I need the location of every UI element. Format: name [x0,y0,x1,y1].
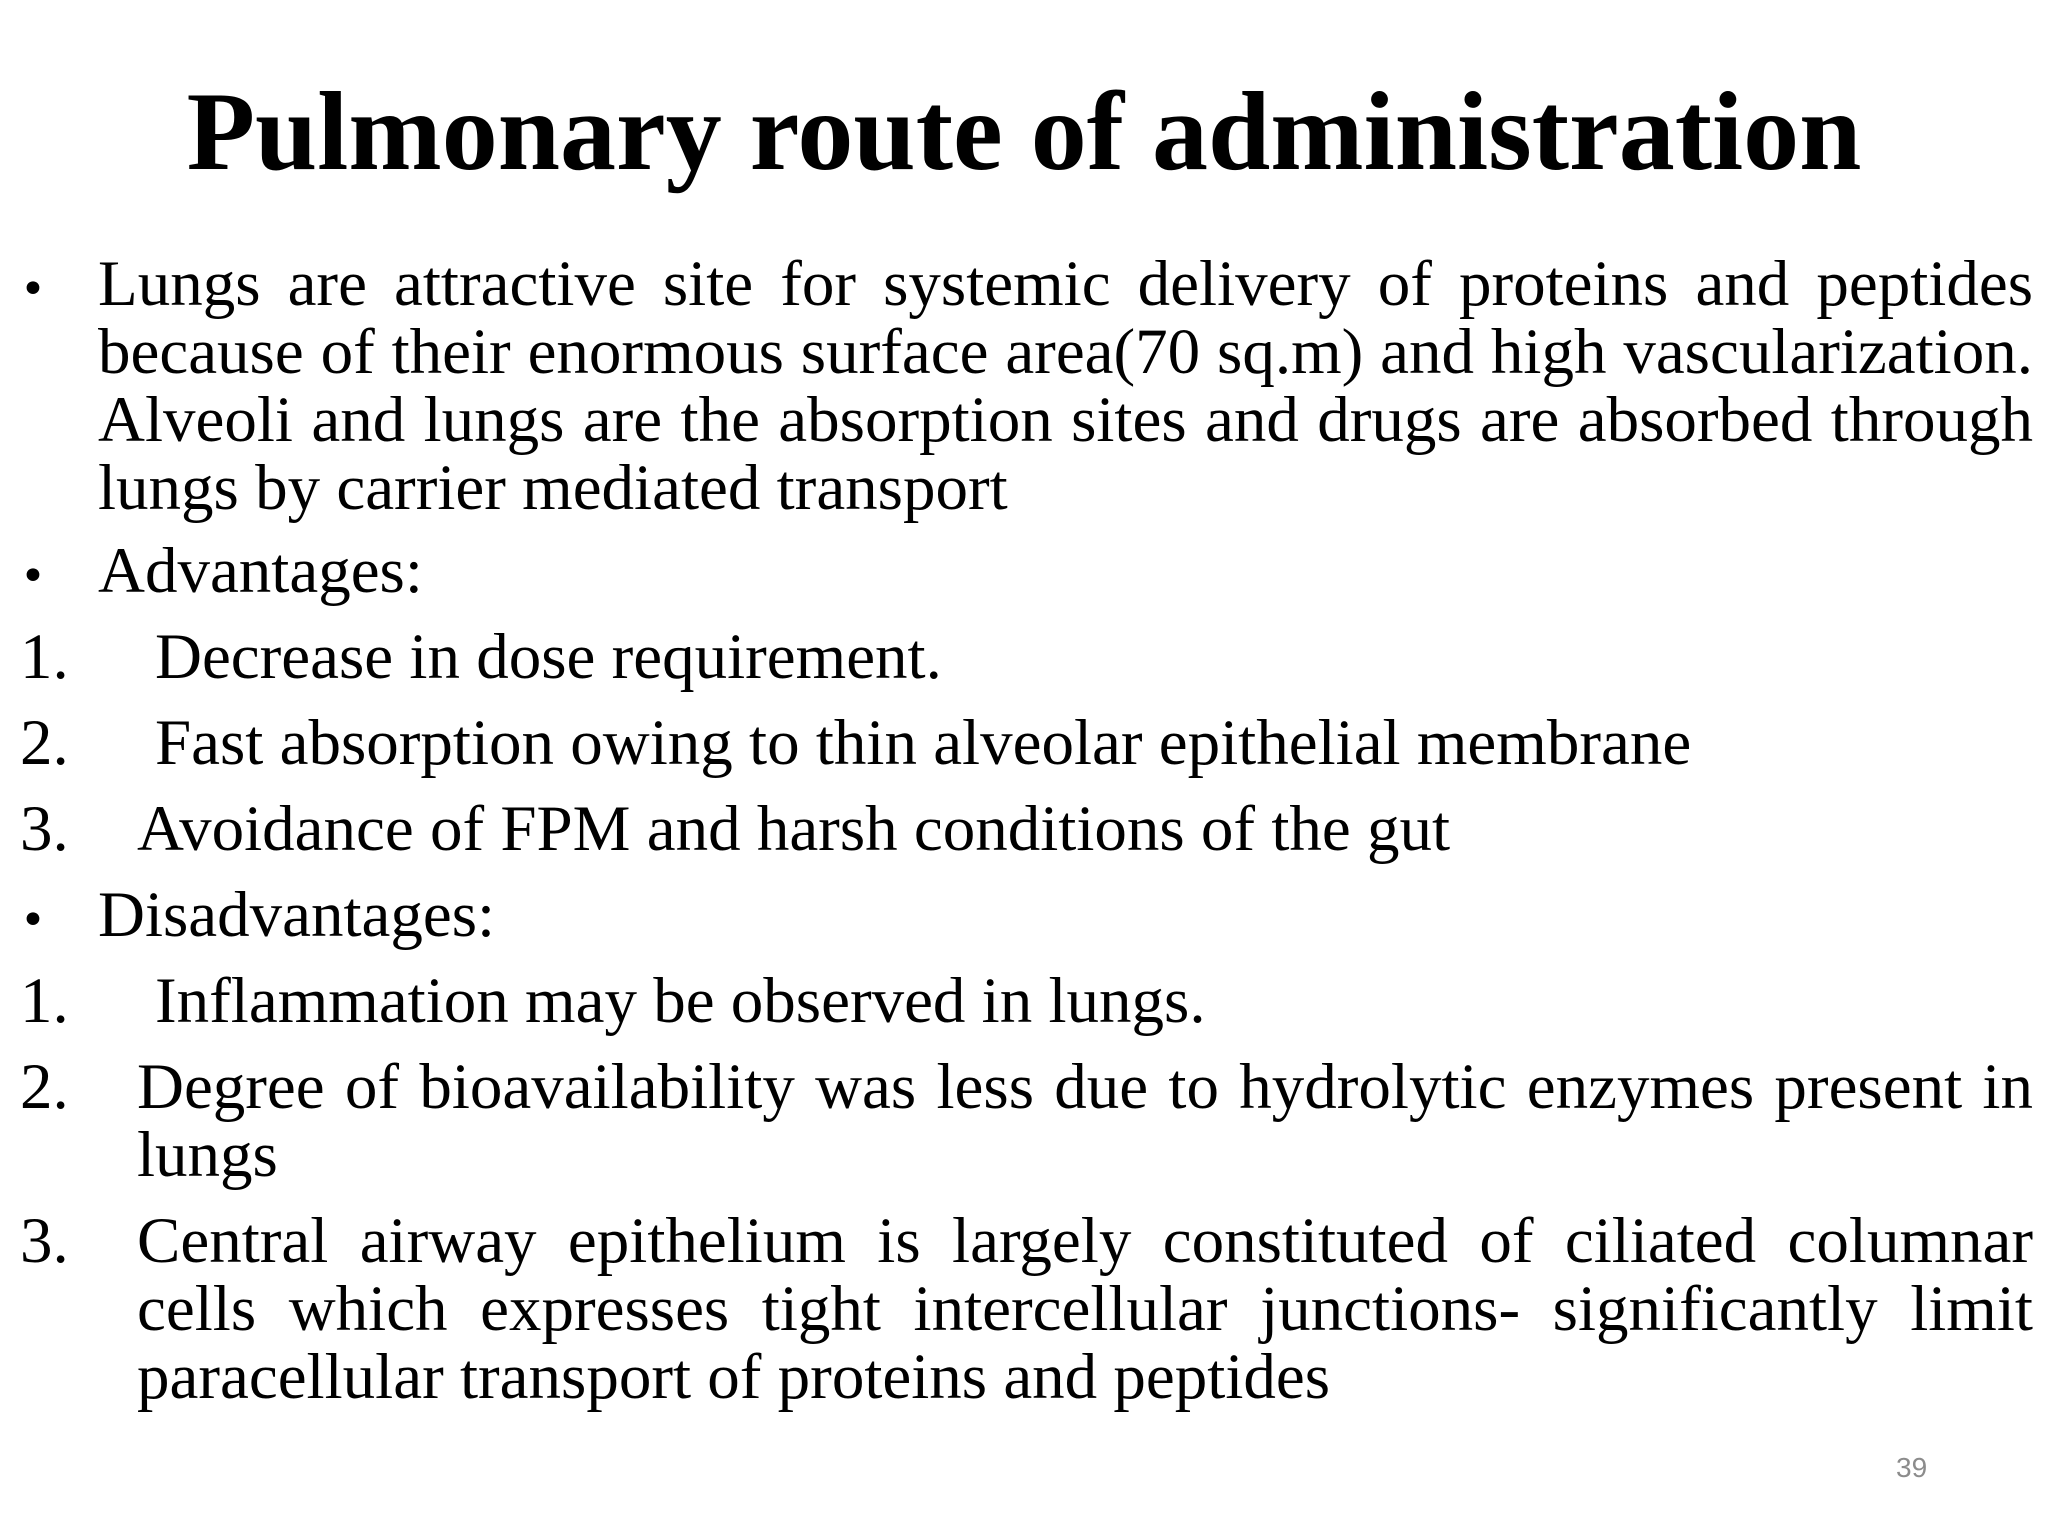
intro-text: Lungs are attractive site for systemic delivery of proteins and peptides because of their enormous surface area(70 sq.m) and high vascularization. Alveoli and lungs are the absorption sites and drugs are absorbed through lungs by carrier mediated transport [98,248,2033,524]
bullet-marker: • [20,264,46,315]
list-item-text: Decrease in dose requirement. [155,621,942,693]
bullet-marker: • [20,551,46,602]
advantage-item [0,795,2048,863]
list-number: 2. [20,1051,69,1123]
list-item-text: Central airway epithelium is largely constituted of ciliated columnar cells which expresses tight intercellular junctions- significantly limit paracellular transport of proteins and peptides [137,1205,2033,1413]
bullet-intro [0,250,2048,522]
list-item-text: Avoidance of FPM and harsh conditions of the gut [137,793,1451,865]
slide-title: Pulmonary route of administration [186,70,1862,194]
list-item-text: Degree of bioavailability was less due to hydrolytic enzymes present in lungs [137,1051,2033,1191]
page-number: 39 [1896,1452,1928,1483]
bullet-marker: • [20,895,46,946]
list-item-text: Inflammation may be observed in lungs. [155,965,1206,1037]
advantages-heading: Advantages: [98,535,423,607]
list-number: 3. [20,793,69,865]
bullet-advantages [0,537,2048,605]
list-number: 1. [20,965,69,1037]
advantage-item [0,623,2048,691]
disadvantage-item [0,1053,2048,1189]
disadvantages-heading: Disadvantages: [98,879,496,951]
disadvantage-item [0,967,2048,1035]
list-item-text: Fast absorption owing to thin alveolar epithelial membrane [155,707,1692,779]
list-number: 2. [20,707,69,779]
list-number: 3. [20,1205,69,1277]
bullet-disadvantages [0,881,2048,949]
disadvantage-item [0,1207,2048,1411]
list-number: 1. [20,621,69,693]
advantage-item [0,709,2048,777]
